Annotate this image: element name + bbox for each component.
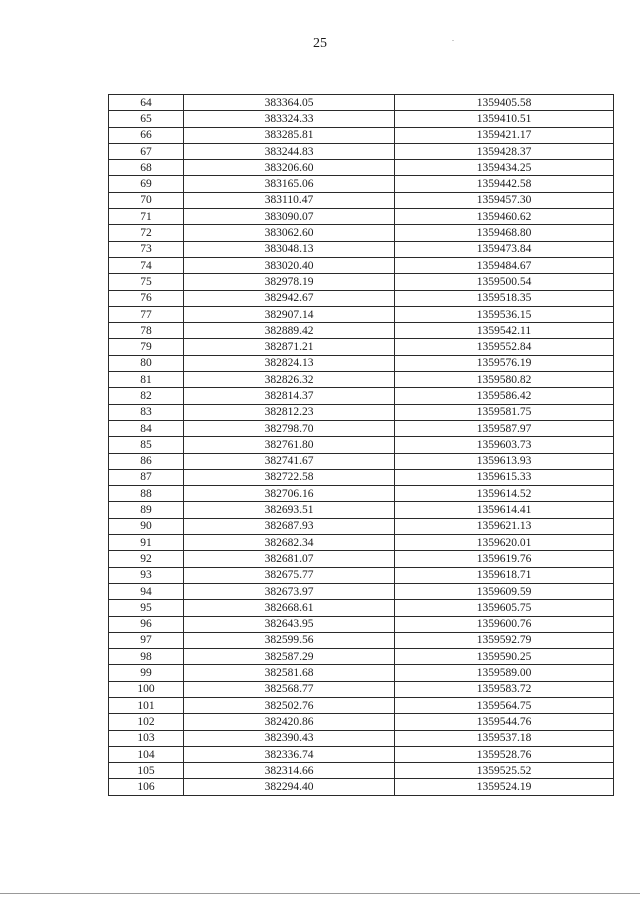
y-coordinate-cell: 1359473.84 — [395, 241, 614, 257]
x-coordinate-cell: 382687.93 — [184, 518, 395, 534]
y-coordinate-cell: 1359590.25 — [395, 649, 614, 665]
y-coordinate-cell: 1359564.75 — [395, 697, 614, 713]
table-row — [109, 274, 614, 290]
point-number-cell: 103 — [109, 730, 184, 746]
point-number-cell: 77 — [109, 306, 184, 322]
point-number-cell: 65 — [109, 111, 184, 127]
table-row — [109, 697, 614, 713]
x-coordinate-cell: 382643.95 — [184, 616, 395, 632]
x-coordinate-cell: 382581.68 — [184, 665, 395, 681]
point-number-cell: 71 — [109, 209, 184, 225]
corner-mark — [452, 40, 454, 41]
point-number-cell: 94 — [109, 583, 184, 599]
point-number-cell: 99 — [109, 665, 184, 681]
bottom-rule — [0, 893, 640, 894]
y-coordinate-cell: 1359537.18 — [395, 730, 614, 746]
point-number-cell: 69 — [109, 176, 184, 192]
table-row — [109, 730, 614, 746]
x-coordinate-cell: 383048.13 — [184, 241, 395, 257]
table-row — [109, 323, 614, 339]
point-number-cell: 74 — [109, 257, 184, 273]
table-row — [109, 225, 614, 241]
y-coordinate-cell: 1359619.76 — [395, 551, 614, 567]
y-coordinate-cell: 1359528.76 — [395, 746, 614, 762]
point-number-cell: 84 — [109, 420, 184, 436]
x-coordinate-cell: 382675.77 — [184, 567, 395, 583]
x-coordinate-cell: 382673.97 — [184, 583, 395, 599]
point-number-cell: 67 — [109, 143, 184, 159]
table-row — [109, 518, 614, 534]
table-row — [109, 290, 614, 306]
x-coordinate-cell: 382907.14 — [184, 306, 395, 322]
point-number-cell: 82 — [109, 388, 184, 404]
point-number-cell: 87 — [109, 469, 184, 485]
table-row — [109, 746, 614, 762]
table-row — [109, 632, 614, 648]
point-number-cell: 75 — [109, 274, 184, 290]
x-coordinate-cell: 382587.29 — [184, 649, 395, 665]
point-number-cell: 72 — [109, 225, 184, 241]
table-row — [109, 502, 614, 518]
x-coordinate-cell: 382390.43 — [184, 730, 395, 746]
x-coordinate-cell: 382420.86 — [184, 714, 395, 730]
point-number-cell: 79 — [109, 339, 184, 355]
table-row — [109, 486, 614, 502]
x-coordinate-cell: 382798.70 — [184, 420, 395, 436]
x-coordinate-cell: 383020.40 — [184, 257, 395, 273]
y-coordinate-cell: 1359405.58 — [395, 95, 614, 111]
x-coordinate-cell: 383062.60 — [184, 225, 395, 241]
point-number-cell: 64 — [109, 95, 184, 111]
y-coordinate-cell: 1359536.15 — [395, 306, 614, 322]
y-coordinate-cell: 1359410.51 — [395, 111, 614, 127]
coordinates-table-body — [109, 95, 614, 796]
x-coordinate-cell: 382889.42 — [184, 323, 395, 339]
table-row — [109, 127, 614, 143]
point-number-cell: 81 — [109, 372, 184, 388]
y-coordinate-cell: 1359500.54 — [395, 274, 614, 290]
x-coordinate-cell: 382978.19 — [184, 274, 395, 290]
x-coordinate-cell: 382568.77 — [184, 681, 395, 697]
y-coordinate-cell: 1359609.59 — [395, 583, 614, 599]
point-number-cell: 85 — [109, 437, 184, 453]
y-coordinate-cell: 1359603.73 — [395, 437, 614, 453]
x-coordinate-cell: 382599.56 — [184, 632, 395, 648]
point-number-cell: 89 — [109, 502, 184, 518]
x-coordinate-cell: 383165.06 — [184, 176, 395, 192]
y-coordinate-cell: 1359581.75 — [395, 404, 614, 420]
point-number-cell: 102 — [109, 714, 184, 730]
x-coordinate-cell: 382336.74 — [184, 746, 395, 762]
x-coordinate-cell: 382682.34 — [184, 535, 395, 551]
page-number: 25 — [313, 36, 327, 51]
point-number-cell: 66 — [109, 127, 184, 143]
table-row — [109, 453, 614, 469]
x-coordinate-cell: 383285.81 — [184, 127, 395, 143]
x-coordinate-cell: 382294.40 — [184, 779, 395, 795]
y-coordinate-cell: 1359600.76 — [395, 616, 614, 632]
y-coordinate-cell: 1359484.67 — [395, 257, 614, 273]
x-coordinate-cell: 383110.47 — [184, 192, 395, 208]
point-number-cell: 68 — [109, 160, 184, 176]
x-coordinate-cell: 382693.51 — [184, 502, 395, 518]
y-coordinate-cell: 1359434.25 — [395, 160, 614, 176]
point-number-cell: 73 — [109, 241, 184, 257]
point-number-cell: 104 — [109, 746, 184, 762]
table-row — [109, 241, 614, 257]
y-coordinate-cell: 1359592.79 — [395, 632, 614, 648]
x-coordinate-cell: 382706.16 — [184, 486, 395, 502]
y-coordinate-cell: 1359468.80 — [395, 225, 614, 241]
y-coordinate-cell: 1359421.17 — [395, 127, 614, 143]
table-row — [109, 665, 614, 681]
x-coordinate-cell: 382942.67 — [184, 290, 395, 306]
x-coordinate-cell: 382824.13 — [184, 355, 395, 371]
y-coordinate-cell: 1359618.71 — [395, 567, 614, 583]
point-number-cell: 76 — [109, 290, 184, 306]
x-coordinate-cell: 382681.07 — [184, 551, 395, 567]
table-row — [109, 567, 614, 583]
point-number-cell: 100 — [109, 681, 184, 697]
point-number-cell: 97 — [109, 632, 184, 648]
table-row — [109, 257, 614, 273]
x-coordinate-cell: 382314.66 — [184, 763, 395, 779]
x-coordinate-cell: 383364.05 — [184, 95, 395, 111]
table-row — [109, 111, 614, 127]
point-number-cell: 93 — [109, 567, 184, 583]
y-coordinate-cell: 1359605.75 — [395, 600, 614, 616]
x-coordinate-cell: 382812.23 — [184, 404, 395, 420]
point-number-cell: 90 — [109, 518, 184, 534]
table-row — [109, 763, 614, 779]
point-number-cell: 101 — [109, 697, 184, 713]
table-row — [109, 143, 614, 159]
y-coordinate-cell: 1359615.33 — [395, 469, 614, 485]
x-coordinate-cell: 382814.37 — [184, 388, 395, 404]
table-row — [109, 388, 614, 404]
x-coordinate-cell: 382668.61 — [184, 600, 395, 616]
table-row — [109, 600, 614, 616]
table-row — [109, 437, 614, 453]
point-number-cell: 98 — [109, 649, 184, 665]
point-number-cell: 106 — [109, 779, 184, 795]
table-row — [109, 209, 614, 225]
x-coordinate-cell: 382826.32 — [184, 372, 395, 388]
y-coordinate-cell: 1359613.93 — [395, 453, 614, 469]
y-coordinate-cell: 1359589.00 — [395, 665, 614, 681]
table-row — [109, 714, 614, 730]
point-number-cell: 92 — [109, 551, 184, 567]
table-row — [109, 372, 614, 388]
table-row — [109, 779, 614, 795]
x-coordinate-cell: 382741.67 — [184, 453, 395, 469]
y-coordinate-cell: 1359614.41 — [395, 502, 614, 518]
point-number-cell: 70 — [109, 192, 184, 208]
y-coordinate-cell: 1359542.11 — [395, 323, 614, 339]
y-coordinate-cell: 1359525.52 — [395, 763, 614, 779]
point-number-cell: 95 — [109, 600, 184, 616]
y-coordinate-cell: 1359621.13 — [395, 518, 614, 534]
y-coordinate-cell: 1359442.58 — [395, 176, 614, 192]
x-coordinate-cell: 382871.21 — [184, 339, 395, 355]
table-row — [109, 339, 614, 355]
table-row — [109, 160, 614, 176]
table-row — [109, 649, 614, 665]
y-coordinate-cell: 1359544.76 — [395, 714, 614, 730]
x-coordinate-cell: 382722.58 — [184, 469, 395, 485]
x-coordinate-cell: 383090.07 — [184, 209, 395, 225]
y-coordinate-cell: 1359587.97 — [395, 420, 614, 436]
point-number-cell: 105 — [109, 763, 184, 779]
point-number-cell: 91 — [109, 535, 184, 551]
table-row — [109, 583, 614, 599]
point-number-cell: 86 — [109, 453, 184, 469]
table-row — [109, 535, 614, 551]
table-row — [109, 404, 614, 420]
point-number-cell: 88 — [109, 486, 184, 502]
y-coordinate-cell: 1359460.62 — [395, 209, 614, 225]
y-coordinate-cell: 1359518.35 — [395, 290, 614, 306]
point-number-cell: 96 — [109, 616, 184, 632]
table-row — [109, 355, 614, 371]
table-row — [109, 469, 614, 485]
y-coordinate-cell: 1359620.01 — [395, 535, 614, 551]
y-coordinate-cell: 1359428.37 — [395, 143, 614, 159]
table-row — [109, 95, 614, 111]
y-coordinate-cell: 1359576.19 — [395, 355, 614, 371]
table-row — [109, 176, 614, 192]
point-number-cell: 80 — [109, 355, 184, 371]
x-coordinate-cell: 383206.60 — [184, 160, 395, 176]
table-row — [109, 551, 614, 567]
y-coordinate-cell: 1359583.72 — [395, 681, 614, 697]
table-row — [109, 306, 614, 322]
table-row — [109, 420, 614, 436]
table-row — [109, 681, 614, 697]
x-coordinate-cell: 382502.76 — [184, 697, 395, 713]
y-coordinate-cell: 1359457.30 — [395, 192, 614, 208]
table-row — [109, 192, 614, 208]
point-number-cell: 83 — [109, 404, 184, 420]
x-coordinate-cell: 382761.80 — [184, 437, 395, 453]
y-coordinate-cell: 1359580.82 — [395, 372, 614, 388]
y-coordinate-cell: 1359614.52 — [395, 486, 614, 502]
y-coordinate-cell: 1359586.42 — [395, 388, 614, 404]
table-row — [109, 616, 614, 632]
x-coordinate-cell: 383324.33 — [184, 111, 395, 127]
point-number-cell: 78 — [109, 323, 184, 339]
x-coordinate-cell: 383244.83 — [184, 143, 395, 159]
y-coordinate-cell: 1359552.84 — [395, 339, 614, 355]
y-coordinate-cell: 1359524.19 — [395, 779, 614, 795]
coordinates-table — [108, 94, 614, 796]
